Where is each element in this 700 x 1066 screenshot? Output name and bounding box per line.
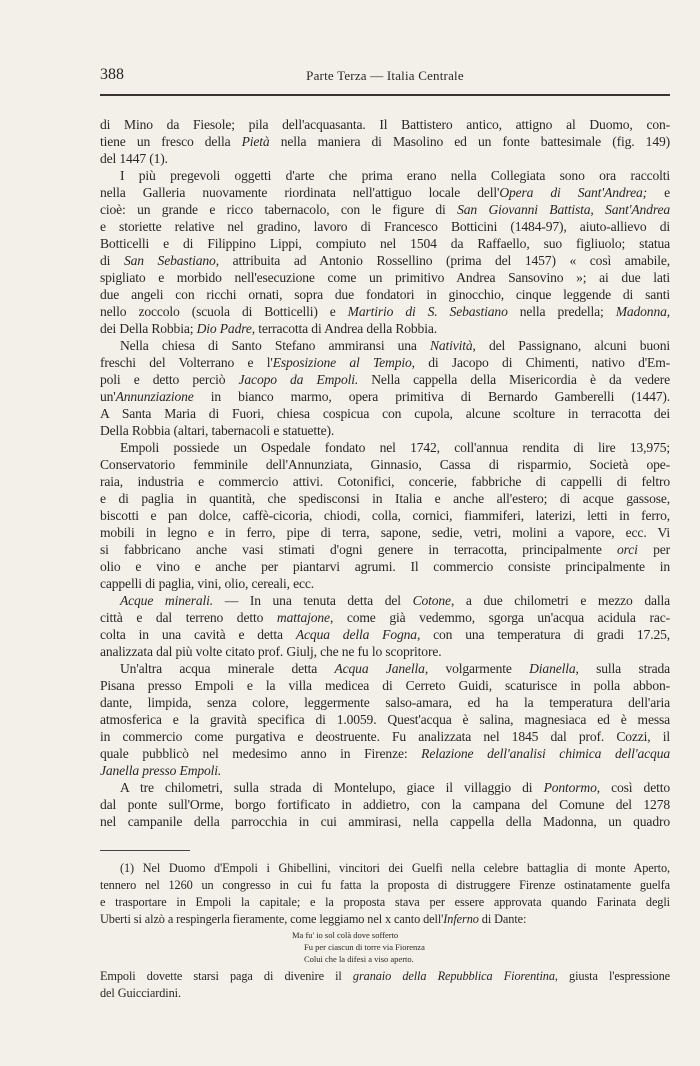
- text-line: [100, 524, 670, 541]
- text-run: , volgarmente: [424, 661, 530, 676]
- text-run: e: [647, 185, 670, 200]
- italic-text: mattajone: [276, 610, 330, 625]
- text-line: [100, 762, 670, 779]
- text-line: [100, 609, 670, 626]
- page-number: 388: [100, 66, 124, 83]
- text-run: biscotti e pan dolce, caffè-cicoria, chiodi, colla, cornici, fiammiferi, laterizi, letti in ferro,: [100, 508, 670, 523]
- text-run: , come già vedemmo, sgorga un'acqua acidula rac-: [329, 610, 671, 625]
- text-run: Uberti si alzò a respingerla fieramente, come leggiamo nel x canto dell': [100, 912, 444, 926]
- italic-text: Annunziazione: [115, 389, 194, 404]
- text-run: , a due chilometri e mezzo dalla: [450, 593, 670, 608]
- text-line: [100, 167, 670, 184]
- text-run: e di paglia in quantità, che spedisconsi in Italia e anche all'estero; di acque gassose,: [100, 491, 670, 506]
- text-line: [100, 728, 670, 745]
- text-run: , del Passignano, alcuni buoni: [472, 338, 670, 353]
- text-line: [100, 337, 670, 354]
- text-run: città e dal terreno detto: [100, 610, 277, 625]
- text-line: [100, 592, 670, 609]
- text-run: Empoli dovette starsi paga di divenire il: [100, 969, 353, 983]
- text-run: raia, industria e commercio attivi. Cotonifici, concerie, fabbriche di cappelli di feltro: [100, 474, 670, 489]
- text-run: per: [637, 542, 671, 557]
- verse-line: Colui che la difesi a viso aperto.: [304, 954, 414, 964]
- text-line: [100, 575, 670, 592]
- text-line: [100, 694, 670, 711]
- text-run: cioè: un grande e ricco tabernacolo, con le figure di: [100, 202, 458, 217]
- text-run: tiene un fresco della: [100, 134, 242, 149]
- italic-text: Cotone: [412, 593, 451, 608]
- text-run: Nella chiesa di Santo Stefano ammiransi una: [120, 338, 430, 353]
- text-run: A tre chilometri, sulla strada di Montelupo, giace il villaggio di: [120, 780, 544, 795]
- text-run: nella maniera di Masolino ed un fonte battesimale (fig. 149): [269, 134, 671, 149]
- text-run: Botticelli e di Filippino Lippi, compiuto nel 1504 da Raffaello, suo figliuolo; statua: [100, 236, 670, 251]
- header-rule: [100, 94, 670, 96]
- text-run: , attribuita ad Antonio Rossellino (prima del 1457) « così amabile,: [215, 253, 670, 268]
- italic-text: Jacopo da Empoli.: [238, 372, 359, 387]
- text-run: di: [100, 253, 124, 268]
- italic-text: Acque minerali.: [120, 593, 214, 608]
- text-run: — In una tenuta detta del: [213, 593, 413, 608]
- text-run: in commercio come purgativa e deostruente. Fu analizzata nel 1845 dal prof. Cozzi, il: [100, 729, 670, 744]
- text-line: [100, 745, 670, 762]
- text-line: [100, 643, 670, 660]
- text-line: [100, 877, 670, 894]
- text-line: [100, 558, 670, 575]
- text-run: spigliato e morbido nell'esecuzione come un primitivo Andrea Sansovino »; ai due lati: [100, 270, 670, 285]
- text-line: [100, 711, 670, 728]
- text-run: in bianco marmo, opera primitiva di Bernardo Gamberelli (1447).: [193, 389, 670, 404]
- text-line: [100, 677, 670, 694]
- italic-text: Pietà: [241, 134, 270, 149]
- main-text: [100, 116, 670, 830]
- text-run: mobili in legno e in ferro, pipe di terra, sapone, sedie, vetri, molini a vapore, ecc. Vi: [100, 525, 670, 540]
- italic-text: Dio Padre: [196, 321, 252, 336]
- text-run: quale pubblicò nel medesimo anno in Firenze:: [100, 746, 422, 761]
- text-line: [100, 473, 670, 490]
- text-line: [100, 354, 670, 371]
- text-line: [100, 252, 670, 269]
- text-line: [100, 660, 670, 677]
- text-run: nella predella;: [507, 304, 616, 319]
- text-line: [100, 405, 670, 422]
- text-line: [100, 796, 670, 813]
- text-line: [100, 235, 670, 252]
- footnotes: [100, 860, 670, 1002]
- text-run: freschi del Volterrano e l': [100, 355, 273, 370]
- text-run: (1) Nel Duomo d'Empoli i Ghibellini, vincitori dei Guelfi nella celebre battaglia di monte Aperto,: [120, 861, 670, 875]
- text-line: [100, 422, 670, 439]
- italic-text: San Sebastiano: [123, 253, 216, 268]
- italic-text: Acqua della Fogna: [295, 627, 417, 642]
- italic-text: Dianella: [529, 661, 576, 676]
- text-line: [100, 985, 670, 1002]
- text-run: poli e detto perciò: [100, 372, 239, 387]
- text-run: e trasportare in Empoli la capitale; e la proposta stava per essere approvata quando Farinata degli: [100, 895, 670, 909]
- text-run: nella Galleria nuovamente riordinata nell'attiguo locale dell': [100, 185, 500, 200]
- text-run: , così detto: [596, 780, 670, 795]
- text-line: [100, 320, 670, 337]
- text-line: [100, 860, 670, 877]
- text-run: tennero nel 1260 un congresso in cui fu fatta la proposta di distruggere Firenze ostinatamente guelfa: [100, 878, 670, 892]
- text-line: [100, 911, 670, 928]
- text-run: A Santa Maria di Fuori, chiesa cospicua con cupola, alcune scolture in terracotta dei: [100, 406, 670, 421]
- italic-text: Natività: [429, 338, 473, 353]
- text-line: [100, 439, 670, 456]
- text-run: , giusta l'espressione: [554, 969, 671, 983]
- text-run: cappelli di paglia, vini, olio, cereali, ecc.: [100, 576, 315, 591]
- verse-line: Ma fu' io sol colà dove sofferto: [292, 930, 399, 940]
- text-line: [100, 388, 670, 405]
- text-run: analizzata dal più volte citato prof. Giulj, che ne fu lo scopritore.: [100, 644, 442, 659]
- text-run: olio e vino e anche per piantarvi agrumi. Il commercio consiste principalmente in: [100, 559, 670, 574]
- text-line: [100, 269, 670, 286]
- text-line: [100, 779, 670, 796]
- text-run: I più pregevoli oggetti d'arte che prima erano nella Collegiata sono ora raccolti: [120, 168, 670, 183]
- verse-line: Fu per ciascun di torre via Fiorenza: [304, 942, 425, 952]
- text-line: [100, 507, 670, 524]
- text-run: di Dante:: [478, 912, 527, 926]
- text-run: due angeli con ricchi ornati, sopra due fondatori in ginocchio, cinque leggende di santi: [100, 287, 670, 302]
- text-run: , sulla strada: [575, 661, 671, 676]
- text-line: [100, 150, 670, 167]
- italic-text: Esposizione al Tempio: [272, 355, 412, 370]
- text-line: [100, 218, 670, 235]
- text-run: , di Jacopo di Chimenti, nativo d'Em-: [411, 355, 671, 370]
- verse-quote: [100, 928, 670, 968]
- italic-text: orci: [617, 542, 638, 557]
- text-run: Empoli possiede un Ospedale fondato nel 1742, coll'annua rendita di lire 13,975;: [120, 440, 670, 455]
- text-line: [100, 813, 670, 830]
- text-line: [100, 133, 670, 150]
- text-run: e storiette relative nel gradino, lavoro di Francesco Botticini (1484-97), aiuto-allievo di: [100, 219, 670, 234]
- text-run: del Guicciardini.: [100, 986, 181, 1000]
- text-line: [100, 286, 670, 303]
- text-run: colta in una cavità e detta: [100, 627, 296, 642]
- text-run: dal ponte sull'Orme, borgo fortificato in addietro, con la campana del Comune del 1278: [100, 797, 670, 812]
- italic-text: Janella presso Empoli.: [100, 763, 222, 778]
- italic-text: Opera di Sant'Andrea;: [499, 185, 648, 200]
- italic-text: Inferno: [443, 912, 479, 926]
- text-run: si fabbricano anche vasi stimati d'ogni genere in terracotta, principalmente: [100, 542, 618, 557]
- text-run: Pisana presso Empoli e la villa medicea di Cerreto Guidi, scaturisce in polla abbon-: [100, 678, 670, 693]
- text-line: [100, 116, 670, 133]
- text-run: Un'altra acqua minerale detta: [120, 661, 335, 676]
- text-line: [100, 303, 670, 320]
- running-title: Parte Terza — Italia Centrale: [306, 68, 464, 83]
- italic-text: San Giovanni Battista, Sant'Andrea: [457, 202, 670, 217]
- text-run: nel campanile della parrocchia in cui ammirasi, nella cappella della Madonna, un quadro: [100, 814, 670, 829]
- italic-text: Madonna,: [615, 304, 670, 319]
- text-run: atmosferica e la gravità specifica di 1.0059. Quest'acqua è salina, magnesiaca ed è messa: [100, 712, 670, 727]
- text-run: dante, limpida, senza colore, leggermente salso-amara, ed ha la temperatura dell'aria: [100, 695, 670, 710]
- italic-text: Martirio di S. Sebastiano: [347, 304, 508, 319]
- footnote-rule: [100, 850, 190, 851]
- italic-text: Pontormo: [543, 780, 597, 795]
- italic-text: Acqua Janella: [334, 661, 425, 676]
- text-run: un': [100, 389, 116, 404]
- text-run: Conservatorio femminile dell'Annunziata, Ginnasio, Cassa di risparmio, Società ope-: [100, 457, 670, 472]
- text-line: [100, 541, 670, 558]
- text-line: [100, 456, 670, 473]
- text-run: , terracotta di Andrea della Robbia.: [251, 321, 437, 336]
- text-run: del 1447 (1).: [100, 151, 168, 166]
- text-line: [100, 184, 670, 201]
- text-run: Della Robbia (altari, tabernacoli e statuette).: [100, 423, 335, 438]
- text-run: dei Della Robbia;: [100, 321, 197, 336]
- text-run: di Mino da Fiesole; pila dell'acquasanta. Il Battistero antico, attigno al Duomo, con-: [100, 117, 670, 132]
- text-run: , con una temperatura di gradi 17.25,: [416, 627, 670, 642]
- text-run: Nella cappella della Misericordia è da vedere: [358, 372, 670, 387]
- italic-text: granaio della Repubblica Fiorentina: [352, 969, 555, 983]
- text-line: [100, 490, 670, 507]
- text-run: nello zoccolo (scuola di Botticelli) e: [100, 304, 348, 319]
- italic-text: Relazione dell'analisi chimica dell'acqua: [421, 746, 670, 761]
- text-line: [100, 626, 670, 643]
- text-line: [100, 968, 670, 985]
- text-line: [100, 201, 670, 218]
- text-line: [100, 894, 670, 911]
- text-line: [100, 371, 670, 388]
